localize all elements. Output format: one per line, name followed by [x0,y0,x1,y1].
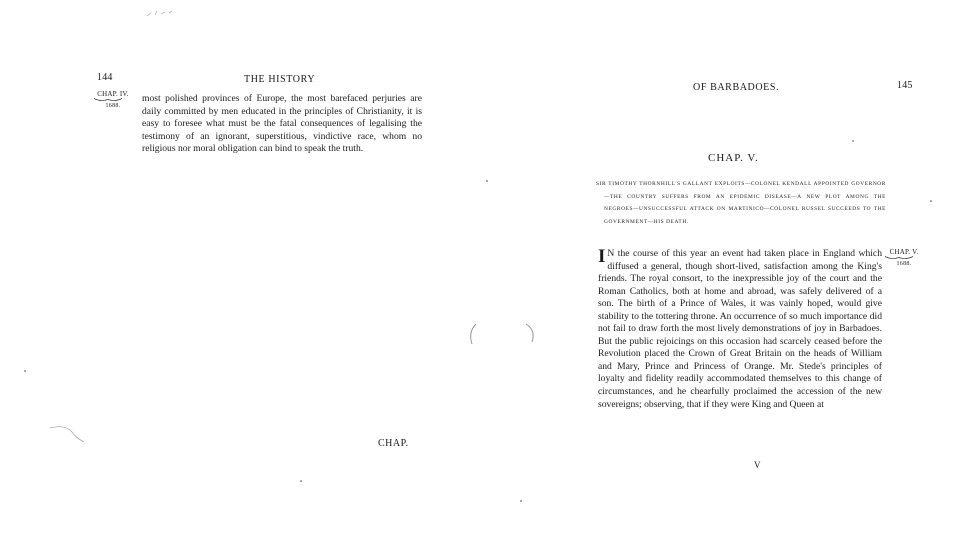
left-page-number: 144 [97,72,113,83]
chapter-title: CHAP. V. [708,152,759,164]
right-page [490,0,980,547]
right-margin-chap: CHAP. V. [889,248,919,256]
right-margin-note [884,248,924,268]
right-running-head: OF BARBADOES. [693,82,780,93]
scan-speck [300,480,302,482]
left-catchword: CHAP. [378,438,409,449]
scan-speck [486,180,488,182]
left-margin-note [93,90,133,110]
chapter-summary: SIR TIMOTHY THORNHILL'S GALLANT EXPLOITS—COLONEL KENDALL APPOINTED GOVERNOR—THE COUNTRY SUFFERS FROM AN EPIDEMIC DISEASE—A NEW PLOT AMONG THE NEGROES—UNSUCCESSFUL ATTACK ON MARTINICO—COLONEL RUSSEL SUCCEEDS TO THE GOVERNMENT—HIS DEATH. [596,181,886,225]
left-margin-year: 1688. [105,103,121,109]
signature-mark: V [754,460,761,470]
right-body-paragraph [598,248,882,411]
left-running-head: THE HISTORY [244,74,316,85]
drop-cap: I [598,246,606,267]
right-margin-year: 1688. [896,261,912,267]
scan-scratch-icon [48,422,88,444]
scan-speck [852,140,854,142]
scan-speck [520,500,522,502]
right-body-text: N the course of this year an event had taken place in England which diffused a general, though short-lived, satisfaction among the King's friends. The royal consort, to the inexpressible joy of the court and the Roman Catholics, both at home and abroad, was safely delivered of a son. The birth of a Prince of Wales, it was vainly hoped, would give stability to the tottering throne. An occurrence of so much importance did not fail to draw forth the most lively demonstrations of joy in Barbadoes. But the public rejoicings on this occasion had scarcely ceased before the Revolution placed the Crown of Great Britain on the heads of William and Mary, Prince and Princess of Orange. Mr. Stede's principles of loyalty and fidelity readily accommodated themselves to this change of circumstances, and he chearfully proclaimed the accession of the new sovereigns; observing, that if they were King and Queen at [598,248,882,410]
left-margin-chap: CHAP. IV. [97,90,129,98]
gutter-mark-icon [462,318,546,352]
scan-speck [930,200,932,202]
left-body-text: most polished provinces of Europe, the most barefaced perjuries are daily committed by men educated in the principles of Christianity, it is easy to foresee what must be the fatal consequences of legalising the testimony of an ignorant, superstitious, vindictive race, whom no religious nor moral obligation can bind to speak the truth. [142,93,422,155]
scan-smudge-icon [145,8,175,20]
right-page-number: 145 [897,80,913,91]
scan-speck [24,370,26,372]
